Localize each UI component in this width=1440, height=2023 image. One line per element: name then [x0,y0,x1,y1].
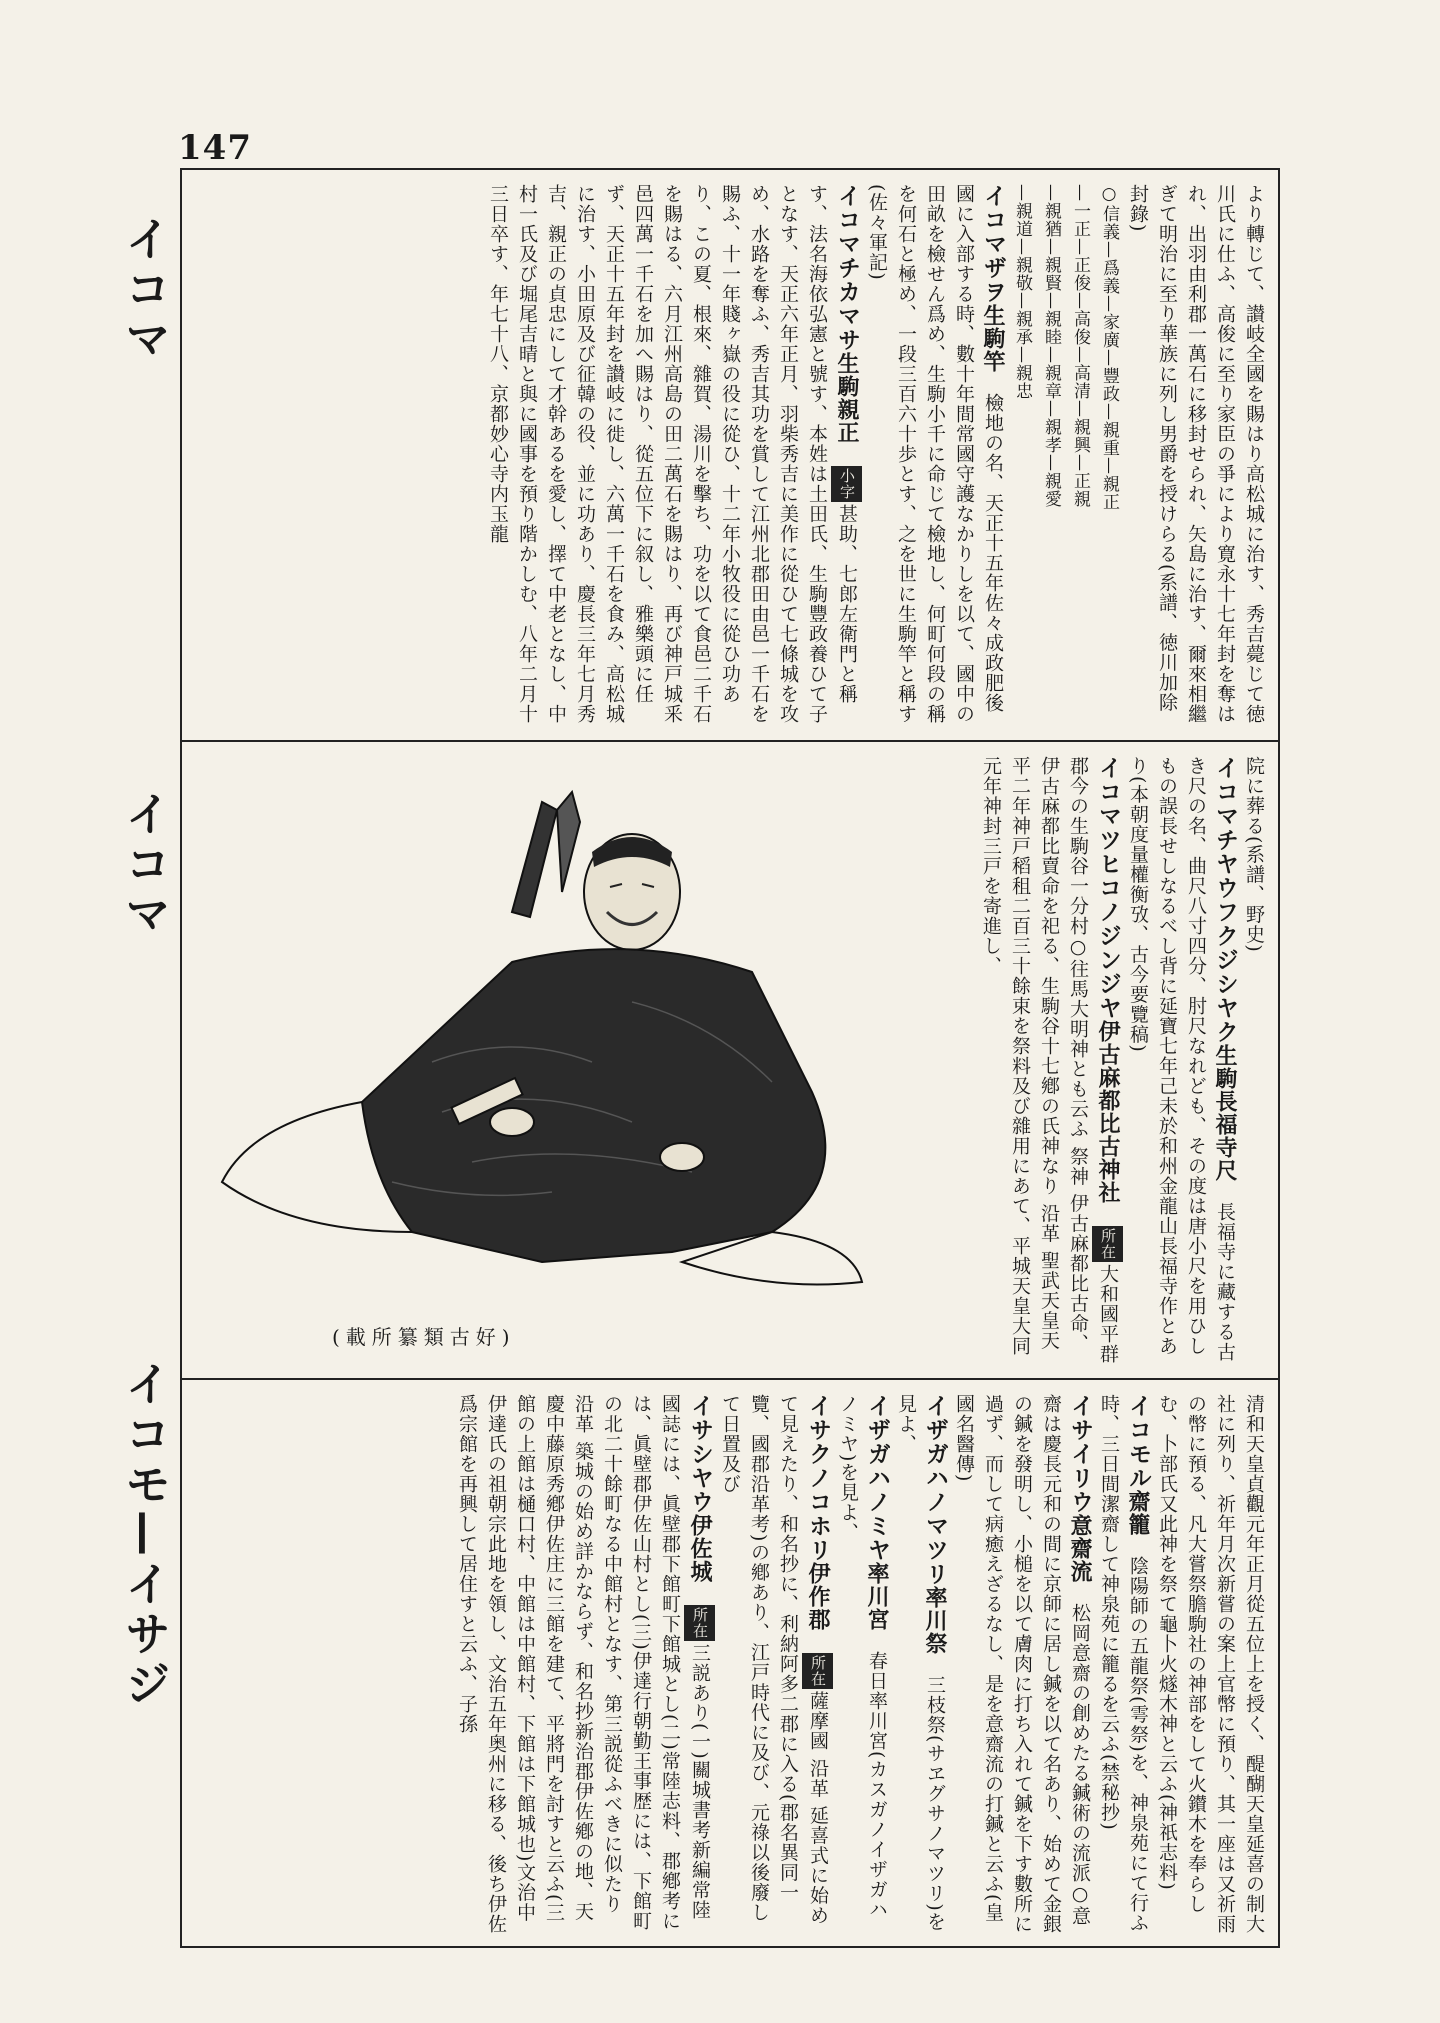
bottom-intro: 清和天皇貞觀元年正月從五位上を授く、醍醐天皇延喜の制大社に列り、祈年月次新嘗の案上官幣に預り、其一座は又祈雨の幣に預る、凡大嘗祭膽駒社の神部をして火鑚木を奉らしむ、卜部氏又此神を祭て龜卜火燧木神と云ふ(神祇志料) [1156,1394,1265,1934]
side-label-top: イコマ [118,215,172,365]
entry-kanji-ikomachikamasa: 生駒親正 [834,352,860,444]
entry-text-izagawanomatsuri: 三枝祭(サヱグサノマツリ)を見よ、 [895,1394,946,1932]
entry-tag: 所在 [802,1653,833,1689]
middle-section [182,742,1278,1378]
entry-head-isakunokohori: イサクノコホリ [805,1394,831,1562]
seated-noble-portrait-image [212,762,872,1322]
entry-kanji-izagawanomiya: 率川宮 [864,1562,890,1631]
entry-tag: 小字 [831,466,862,502]
middle-text [868,742,1278,1378]
entry-head-ikomachikamasa: イコマチカマサ [834,184,860,352]
entry-head-izagawanomiya: イザガハノミヤ [864,1394,890,1562]
entry-kanji-izagawanomatsuri: 率川祭 [922,1586,948,1655]
entry-kanji-ikomatsuhikonojinja: 伊古麻都比古神社 [1095,1020,1121,1204]
entry-text-isairyu: 松岡意齋の創めたる鍼術の流派○意齋は慶長元和の間に京師に居し鍼を以て名あり、始めて金銀の鍼を發明し、小槌を以て膚肉に打ち入れて鍼を下す數所に過ず、而して病癒えざるなし、是を意齋流の打鍼と云ふ(皇國名醫傳) [953,1394,1091,1934]
side-label-bottom: イコモ—イサジ [118,1360,172,1710]
entry-head-isashiyau: イサシヤウ [687,1394,713,1514]
portrait-caption: (載所纂類古好) [332,1325,516,1349]
genealogy-line-4: —親道—親敬—親承—親忠 [1012,184,1032,400]
entry-head-izagawanomatsuri: イザガハノマツリ [922,1394,948,1586]
entry-head-ikomatsuhikonojinja: イコマツヒコノジンジヤ [1095,756,1121,1020]
entry-head-ikomachoufukujishaku: イコマチヤウフクジシヤク [1212,756,1238,1044]
entry-text-ikomachoufukujishaku: 長福寺に藏する古き尺の名、曲尺八寸四分、肘尺なれども、その度は唐小尺を用ひしもの誤長せしなるべし背に延寶七年己未於和州金龍山長福寺作とあり(本朝度量權衡攷、古今要覽稿) [1127,756,1236,1362]
entry-text-ikomoru: 陰陽師の五龍祭(雩祭)を、神泉苑にて行ふ時、三日間潔齋して神泉苑に籠るを云ふ(禁秘抄) [1098,1394,1149,1933]
entry-text-izagawanomiya: 春日率川宮(カスガノイザガハノミヤ)を見よ、 [837,1394,888,1920]
entry-tag: 所在 [684,1605,715,1641]
top-text [473,170,1278,740]
entry-kanji-ikomazao: 生駒竿 [980,304,1006,373]
entry-text-ikomatsuhikonojinja: 大和國平群郡今の生駒谷一分村○往馬大明神とも云ふ 祭神 伊古麻都比古命、伊古麻都比賣命を祀る、生駒谷十七鄕の氏神なり 沿革 聖武天皇天平二年神戸稻租二百三十餘束を祭料及び雜用にあて、平城天皇大同元年神封三戸を寄進し、 [980,756,1119,1364]
page-frame [180,168,1280,1948]
entry-tag: 所在 [1092,1226,1123,1262]
bottom-text [442,1380,1278,1950]
entry-head-isairyu: イサイリウ [1067,1394,1093,1514]
genealogy-line-3: —親猶—親賢—親睦—親章—親孝—親愛 [1041,184,1061,508]
entry-head-ikomazao: イコマザヲ [980,184,1006,304]
entry-kanji-isairyu: 意齋流 [1067,1514,1093,1583]
side-label-middle: イコマ [118,790,172,940]
entry-text-ikomachikamasa: 甚助、七郎左衛門と稱す、法名海依弘憲と號す、本姓は土田氏、生駒豐政養ひて子となす、天正六年正月、羽柴秀吉に美作に從ひて七條城を攻め、水路を奪ふ、秀吉其功を賞して江州北郡田由邑一千石を賜ふ、十一年賤ヶ嶽の役に從ひ、十二年小牧役に從ひ功あり、この夏、根來、雜賀、湯川を擊ち、功を以て食邑二千石を賜はる、六月江州高島の田二萬石を賜はり、再び神戸城釆邑四萬一千石を加へ賜はり、從五位下に叙し、雅樂頭に任ず、天正十五年封を讃岐に徙し、六萬一千石を食み、高松城に治す、小田原及び征韓の役、並に功あり、慶長三年七月秀吉、親正の貞忠にして才幹あるを愛し、擇て中老となし、中村一氏及び堀尾吉晴と與に國事を預り階かしむ、八年二月十三日卒す、年七十八、京都妙心寺内玉龍 [487,184,858,724]
entry-kanji-ikomoru: 齋籠 [1125,1490,1151,1536]
entry-kanji-isashiyau: 伊佐城 [687,1514,713,1583]
bottom-section [182,1380,1278,1950]
genealogy-line-2: —一正—正俊—高俊—高清—親興—正親 [1070,184,1090,508]
top-intro: より轉じて、讃岐全國を賜はり高松城に治す、秀吉薨じて徳川氏に仕ふ、高俊に至り家臣の爭により寛永十七年封を奪はれ、出羽由利郡一萬石に移封せられ、矢島に治す、爾來相繼ぎて明治に至り華族に列し男爵を授けらる(系譜、徳川加除封錄) [1127,184,1265,724]
page-number: 147 [178,128,252,168]
entry-text-isakunokohori: 薩摩國 沿革 延喜式に始めて見えたり、和名抄に、利納阿多二郡に入る(郡名異同一覽、國郡沿革考)の鄕あり、江戸時代に及び、元祿以後廢して日置及び [719,1394,829,1926]
entry-head-ikomoru: イコモル [1125,1394,1151,1490]
entry-text-isashiyau: 三説あり(一)關城書考新編常陸國誌には、眞壁郡下館町下館城とし(二)常陸志料、郡鄕考には、眞壁郡伊佐山村とし(三)伊達行朝勤王事歴には、下館町の北二十餘町なる中館村となす、第三説從ふべきに似たり 沿革 築城の始め詳かならず、和名抄新治郡伊佐鄕の地、天慶中藤原秀鄕伊佐庄に三館を建て、平將門を討すと云ふ(三館の上館は樋口村、中館は中館村、下館は下館城也)文治中伊達氏の祖朝宗此地を領し、文治五年奥州に移る、後ち伊佐爲宗館を再興して居住すと云ふ、子孫 [456,1394,711,1934]
portrait-area [192,742,872,1378]
middle-continuation: 院に葬る(系譜、野史) [1243,756,1265,953]
entry-text-ikomazao: 檢地の名、天正十五年佐々成政肥後國に入部する時、數十年間常國守護なかりしを以て、國中の田畝を檢せん爲め、生駒小千に命じて檢地し、何町何段の稱を何石と極め、一段三百六十歩とす、之を世に生駒竿と稱す(佐々軍記) [866,184,1004,724]
entry-kanji-ikomachoufukujishaku: 生駒長福寺尺 [1212,1044,1238,1182]
entry-kanji-isakunokohori: 伊作郡 [805,1562,831,1631]
top-section [182,170,1278,740]
genealogy-line-1: ○信義—爲義—家廣—豐政—親重—親正 [1099,184,1119,511]
